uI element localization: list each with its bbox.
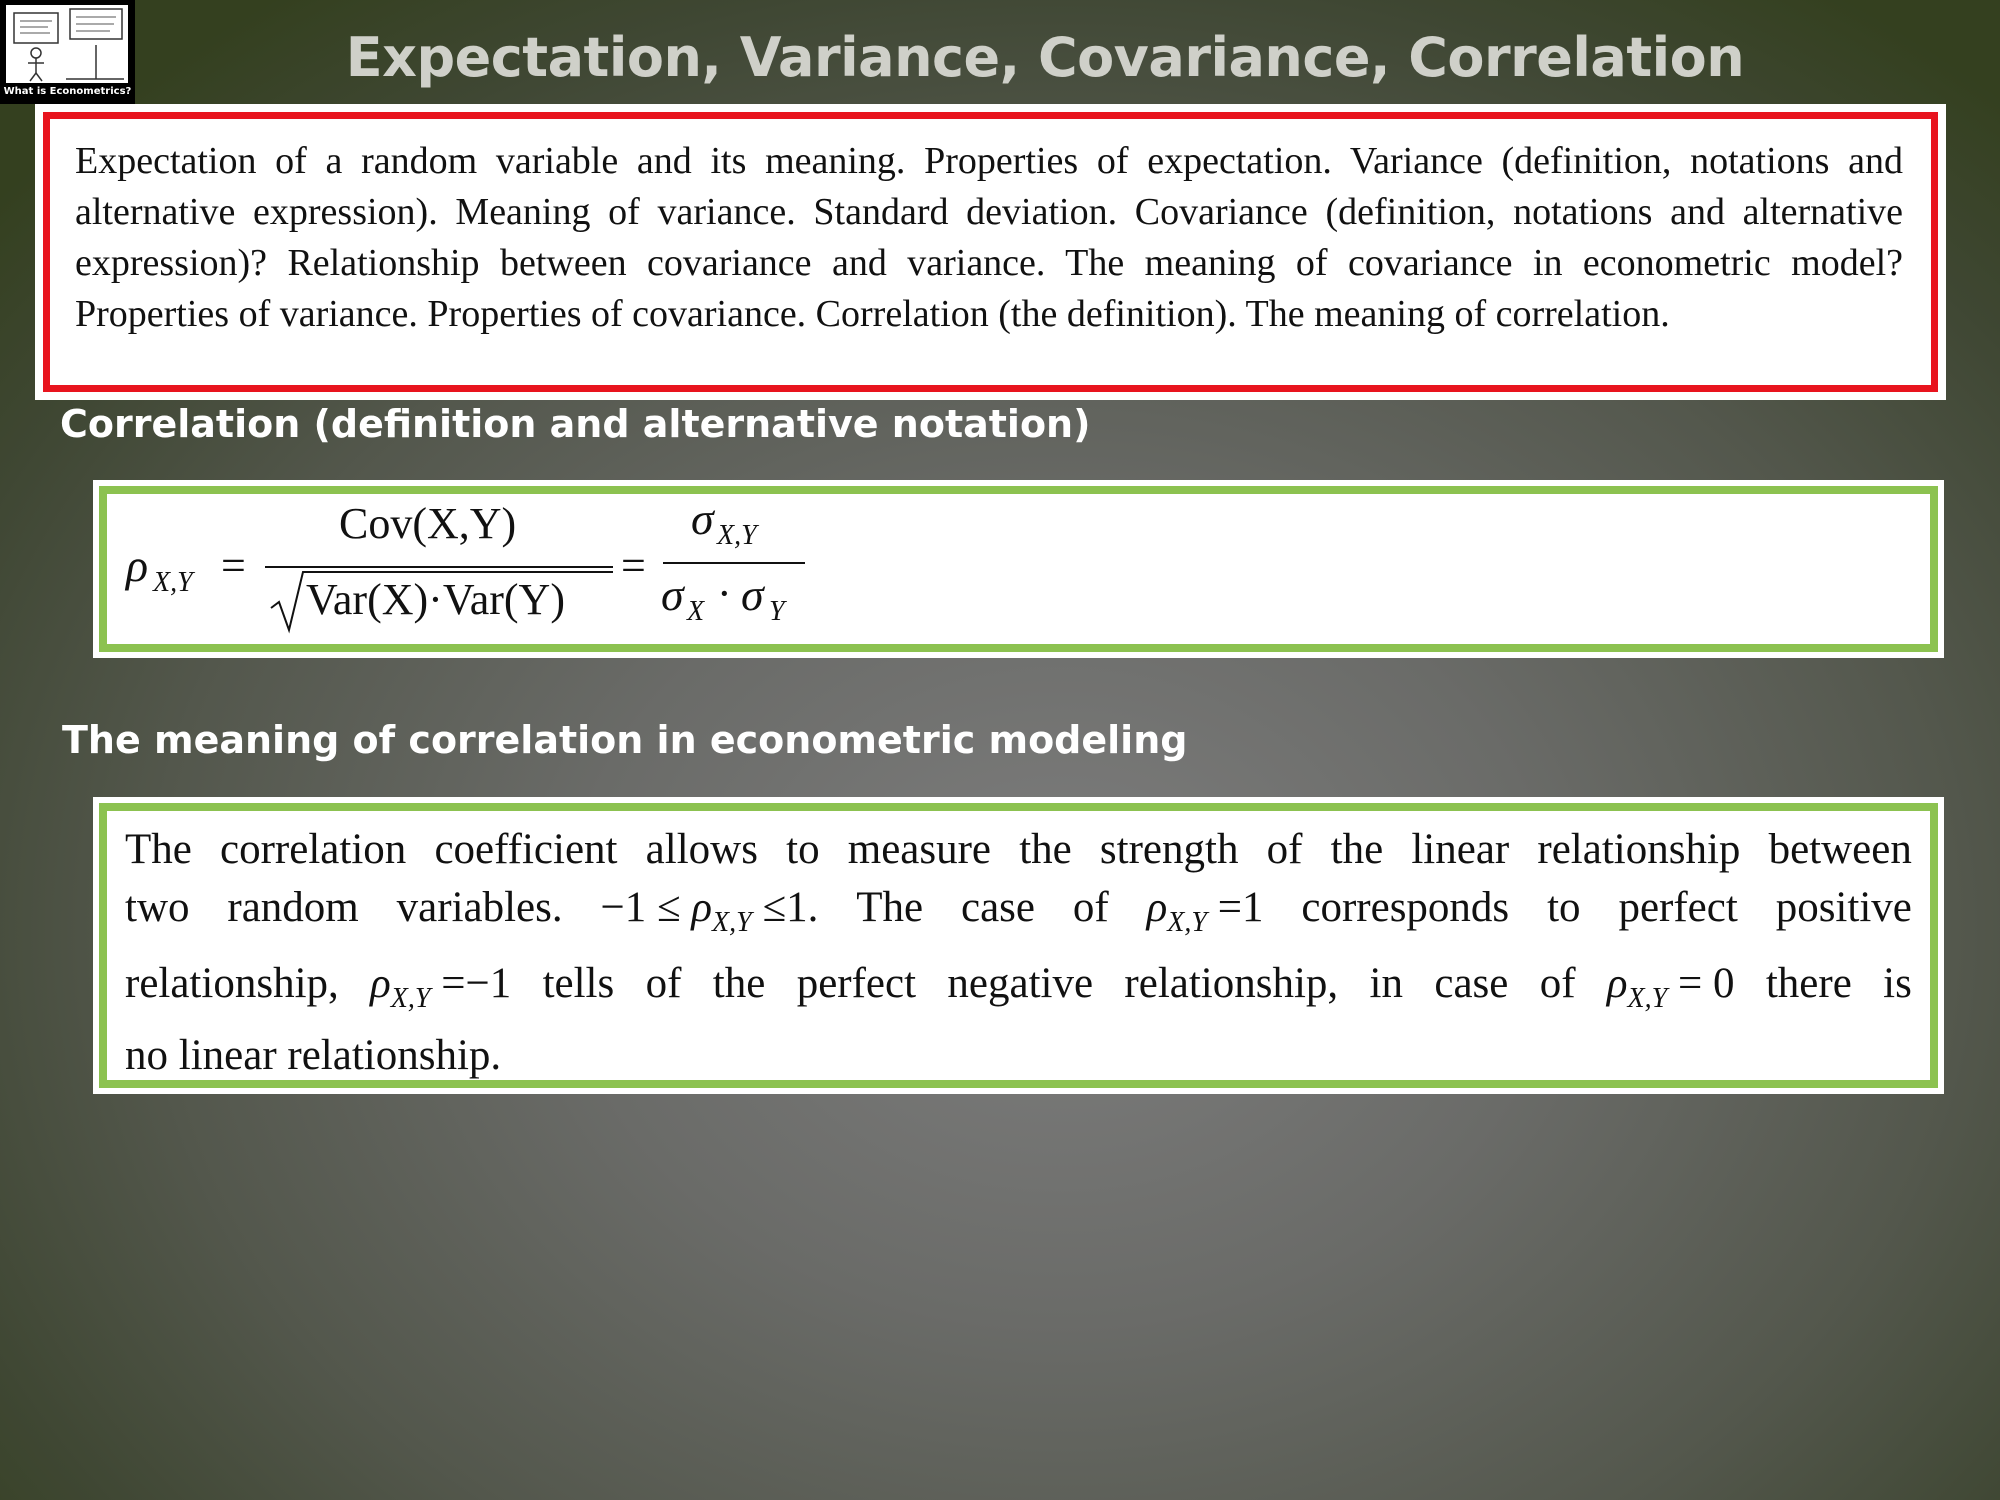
word: perfect [1618,884,1738,931]
sigma-y-subscript: Y [769,596,785,627]
word: negative [947,960,1094,1007]
sigma-x-symbol: σ [661,569,684,620]
word: case [961,884,1035,931]
word: variables. [396,884,563,931]
word: corresponds [1301,884,1510,931]
word: two [125,884,190,931]
topics-box [35,104,1946,400]
word: the [1019,826,1072,873]
word: of [1072,884,1109,931]
word: the [712,960,766,1007]
word: the [1330,826,1384,873]
word: linear [1411,826,1510,873]
word: relationship [1537,826,1741,873]
rho-symbol: ρ [126,540,149,591]
word: The [856,884,924,931]
word: positive [1775,884,1912,931]
correlation-definition-heading: Correlation (definition and alternative notation) [60,402,1091,446]
meaning-line-3 [125,959,1912,1031]
word: of [1266,826,1303,873]
logo-cartoon-image [6,5,128,83]
correlation-formula [93,480,1944,658]
correlation-range-inequality: $-1 \le \rho_{X,Y} \le 1$. [600,884,819,938]
rho-subscript: X,Y [153,567,193,598]
sigma-xy-subscript: X,Y [717,520,757,551]
covariance-numerator: Cov(X,Y) [339,499,517,548]
word: is [1883,960,1912,1007]
word: correlation [220,826,407,873]
word: there [1765,960,1852,1007]
meaning-line-2 [125,883,1912,959]
meaning-text [99,803,1938,1088]
word: to [1547,884,1581,931]
correlation-meaning-heading: The meaning of correlation in econometric modeling [62,718,1188,762]
meaning-line-4: no linear relationship. [125,1032,502,1079]
word: relationship, [1124,960,1339,1007]
equals-sign-1: = [221,541,246,590]
word: between [1768,826,1912,873]
word: of [645,960,682,1007]
topics-text: Expectation of a random variable and its meaning. Properties of expectation. Variance (definition, notations and alternative expression). Meaning of variance. Standard deviation. Covariance (definition, notations and alternative expression)? Relationship between covariance and variance. The meaning of covariance in econometric model? Properties of variance. Properties of covariance. Correlation (the definition). The meaning of correlation. [43,112,1938,392]
word: coefficient [434,826,618,873]
word: case [1434,960,1509,1007]
sigma-xy-symbol: σ [691,493,714,544]
word: allows [645,826,758,873]
slide-title: Expectation, Variance, Covariance, Correlation [345,26,1745,89]
word: The [125,826,192,873]
word: relationship, [125,960,339,1007]
word: perfect [796,960,917,1007]
word: random [227,884,359,931]
rho-equals-one: $\rho_{X,Y} =1$ [1146,884,1264,938]
logo [0,0,135,104]
word: measure [847,826,992,873]
correlation-formula-box [93,480,1944,658]
rho-equals-zero: $\rho_{X,Y} = 0$ [1606,960,1735,1014]
word: tells [542,960,615,1007]
multiplication-dot: · [717,569,732,618]
word: of [1539,960,1576,1007]
sigma-y-symbol: σ [741,569,764,620]
equals-sign-2: = [621,541,646,590]
meaning-line-1 [125,825,1912,883]
variance-denominator: Var(X)·Var(Y) [306,575,565,624]
correlation-meaning-box [93,797,1944,1094]
sigma-x-subscript: X [687,596,705,627]
logo-caption: What is Econometrics? [3,86,132,97]
word: in [1369,960,1403,1007]
word: to [786,826,820,873]
word: strength [1099,826,1239,873]
rho-equals-minus-one: $\rho_{X,Y} =-1$ [370,960,512,1014]
